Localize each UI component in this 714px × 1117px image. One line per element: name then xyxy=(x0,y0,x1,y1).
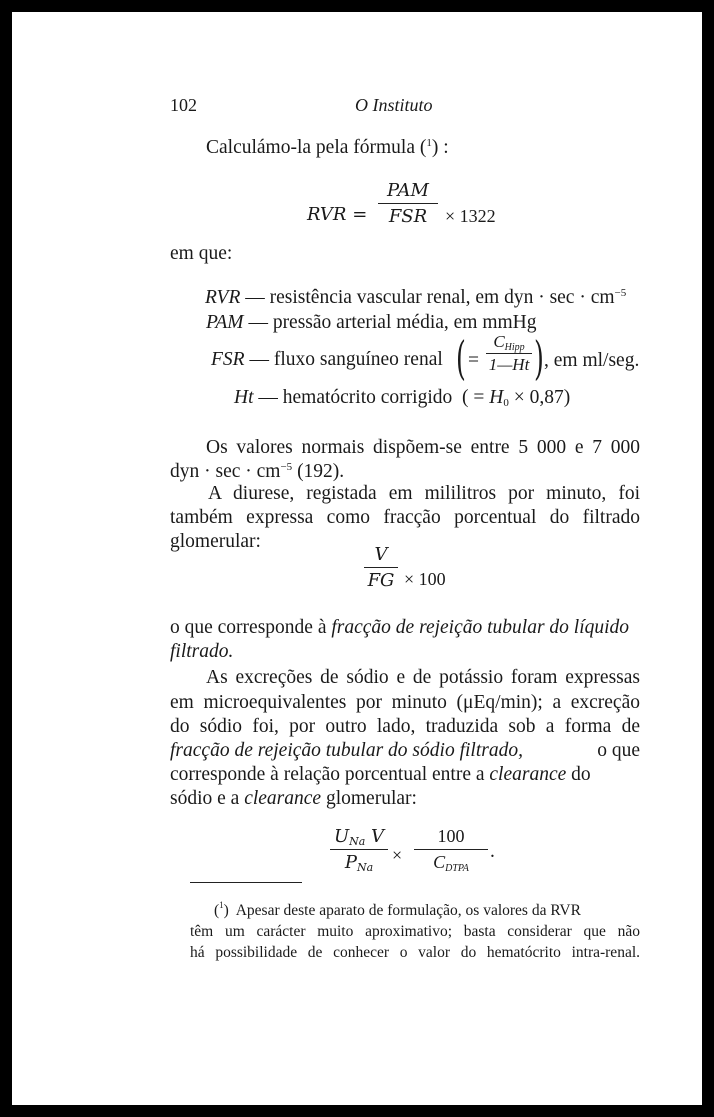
intro-colon: : xyxy=(443,137,449,158)
formula-na-fraction2: 100 $C_{DTPA}$ xyxy=(414,826,488,873)
para4-line5: corresponde à relação porcentual entre a clearance do xyxy=(170,764,591,785)
fraction-bar xyxy=(378,203,438,204)
definition-ht: Ht — hematócrito corrigido ( = $H_0 \times 0,87$) xyxy=(234,387,571,409)
footnote-line1: ($^1$) Apesar deste aparato de formulação, os valores da RVR xyxy=(214,900,581,919)
formula-rvr-fraction xyxy=(378,180,438,227)
page xyxy=(12,12,702,1105)
formula-rvr-lhs: RVR = xyxy=(307,204,368,225)
para3-line1: o que corresponde à fracção de rejeição tubular do líquido xyxy=(170,617,630,638)
running-title: O Instituto xyxy=(355,95,433,115)
fsr-equals: = xyxy=(468,350,479,371)
intro-text: Calculámo-la pela fórmula xyxy=(206,137,415,158)
fraction-bar xyxy=(330,849,388,850)
para2-line1: A diurese, registada em mililitros por minuto, foi xyxy=(208,483,640,504)
intro-line: Calculámo-la pela fórmula ($^1$) : xyxy=(206,137,449,158)
fraction-bar xyxy=(364,567,398,568)
fsr-paren-close: ) xyxy=(534,331,544,385)
formula-v-factor: × 100 xyxy=(404,569,446,589)
definition-pam: PAM — pressão arterial média, em mmHg xyxy=(206,312,537,333)
rvr-numerator: PAM xyxy=(387,180,429,201)
formula-na-times: × xyxy=(392,845,403,865)
footnote-divider xyxy=(190,882,302,883)
para4-line2: em microequivalentes por minuto (μEq/min); a excreção xyxy=(170,692,640,713)
fraction-bar xyxy=(414,849,488,850)
formula-na-dot: . xyxy=(490,841,495,862)
para2-line3: glomerular: xyxy=(170,531,261,552)
footnote-line3: há possibilidade de conhecer o valor do hematócrito intra-renal. xyxy=(190,944,640,961)
fsr-paren-open: ( xyxy=(456,331,466,385)
para4-line6: sódio e a clearance glomerular: xyxy=(170,788,417,809)
para4-line3: do sódio foi, por outro lado, traduzida sob a forma de xyxy=(170,716,640,737)
para4-line1: As excreções de sódio e de potássio foram expressas xyxy=(206,667,640,688)
formula-na-fraction1: $U_{Na}$ V $P_{Na}$ xyxy=(330,826,388,873)
definition-fsr: FSR — fluxo sanguíneo renal xyxy=(211,349,443,370)
fg-denominator: FG xyxy=(367,570,395,591)
formula-v-fraction xyxy=(364,544,398,591)
footnote-line2: têm um carácter muito aproximativo; basta considerar que não xyxy=(190,923,640,940)
fraction-bar xyxy=(486,353,532,354)
para1-line2: dyn · $\sec \cdot cm^{-5}$ (192). xyxy=(170,461,345,482)
fsr-fraction: $C_{Hipp}$ 1—Ht xyxy=(486,332,532,375)
em-que-label: em que: xyxy=(170,243,233,264)
footnote-ref: 1 xyxy=(426,137,432,149)
para1-line1: Os valores normais dispõem-se entre 5 000 e 7 000 xyxy=(206,437,640,458)
para3-line2: filtrado. xyxy=(170,641,234,662)
para4-line4: fracção de rejeição tubular do sódio filtrado, o que xyxy=(170,740,640,761)
formula-rvr-factor: × 1322 xyxy=(445,206,496,226)
rvr-denominator: FSR xyxy=(388,206,428,227)
definition-rvr: RVR — resistência vascular renal, em dyn · $\sec \cdot cm^{-5}$ xyxy=(205,287,627,308)
para2-line2: também expressa como fracção porcentual do filtrado xyxy=(170,507,640,528)
page-number: 102 xyxy=(170,95,197,115)
v-numerator: V xyxy=(374,544,388,565)
fsr-unit: , em ml/seg. xyxy=(544,350,640,371)
